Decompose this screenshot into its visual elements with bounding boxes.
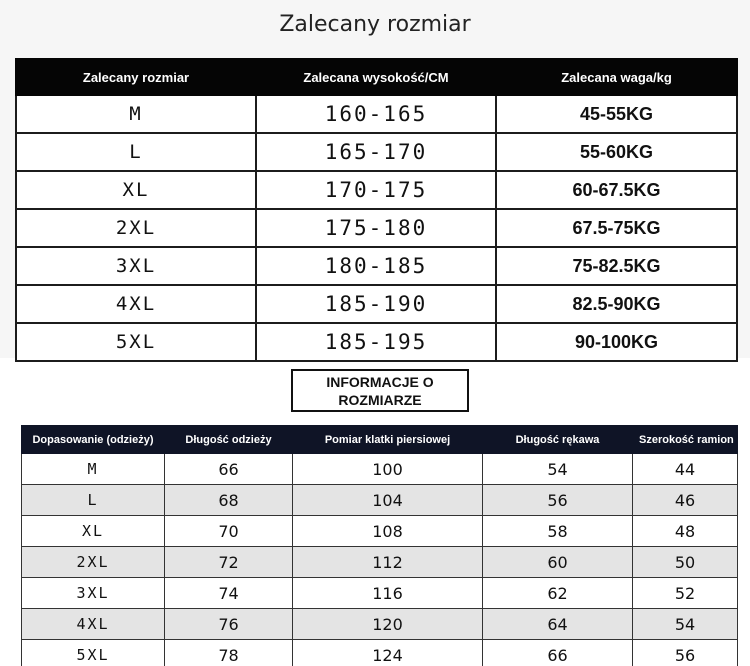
size-cell: 2XL	[22, 547, 165, 578]
size-info-label	[291, 369, 469, 412]
chest-cell: 112	[293, 547, 483, 578]
size-info-line2: ROZMIARZE	[338, 392, 422, 408]
size-info-line1: INFORMACJE O	[326, 374, 434, 390]
height-cell: 175-180	[256, 209, 496, 247]
length-cell: 72	[165, 547, 293, 578]
sleeve-cell: 54	[483, 454, 633, 485]
header-chest: Pomiar klatki piersiowej	[293, 426, 483, 454]
chest-cell: 120	[293, 609, 483, 640]
size-cell: 2XL	[16, 209, 256, 247]
table-row	[22, 640, 738, 666]
size-cell: 4XL	[16, 285, 256, 323]
size-cell: 5XL	[16, 323, 256, 361]
table-row	[22, 516, 738, 547]
size-cell: XL	[16, 171, 256, 209]
length-cell: 78	[165, 640, 293, 666]
table-header-row	[22, 426, 738, 454]
weight-cell: 90-100KG	[496, 323, 737, 361]
recommended-size-table	[15, 58, 738, 362]
shoulder-cell: 44	[633, 454, 738, 485]
weight-cell: 60-67.5KG	[496, 171, 737, 209]
size-cell: XL	[22, 516, 165, 547]
table-header-row	[16, 59, 737, 95]
table-row	[16, 323, 737, 361]
height-cell: 170-175	[256, 171, 496, 209]
table-row	[16, 247, 737, 285]
chest-cell: 100	[293, 454, 483, 485]
weight-cell: 82.5-90KG	[496, 285, 737, 323]
shoulder-cell: 56	[633, 640, 738, 666]
weight-cell: 75-82.5KG	[496, 247, 737, 285]
size-cell: 4XL	[22, 609, 165, 640]
length-cell: 74	[165, 578, 293, 609]
header-size: Zalecany rozmiar	[16, 59, 256, 95]
height-cell: 160-165	[256, 95, 496, 133]
header-sleeve-length: Długość rękawa	[483, 426, 633, 454]
size-cell: L	[22, 485, 165, 516]
header-weight: Zalecana waga/kg	[496, 59, 737, 95]
header-shoulder-width: Szerokość ramion	[633, 426, 738, 454]
size-cell: M	[22, 454, 165, 485]
sleeve-cell: 56	[483, 485, 633, 516]
sleeve-cell: 60	[483, 547, 633, 578]
weight-cell: 45-55KG	[496, 95, 737, 133]
size-cell: L	[16, 133, 256, 171]
shoulder-cell: 50	[633, 547, 738, 578]
height-cell: 165-170	[256, 133, 496, 171]
sleeve-cell: 64	[483, 609, 633, 640]
sleeve-cell: 58	[483, 516, 633, 547]
sleeve-cell: 66	[483, 640, 633, 666]
header-garment-length: Długość odzieży	[165, 426, 293, 454]
weight-cell: 55-60KG	[496, 133, 737, 171]
shoulder-cell: 48	[633, 516, 738, 547]
shoulder-cell: 52	[633, 578, 738, 609]
size-cell: M	[16, 95, 256, 133]
length-cell: 70	[165, 516, 293, 547]
table-row	[16, 133, 737, 171]
table-row	[22, 485, 738, 516]
chest-cell: 108	[293, 516, 483, 547]
size-cell: 3XL	[16, 247, 256, 285]
chest-cell: 124	[293, 640, 483, 666]
table-row	[16, 209, 737, 247]
table-row	[16, 95, 737, 133]
table-row	[22, 578, 738, 609]
chest-cell: 116	[293, 578, 483, 609]
height-cell: 180-185	[256, 247, 496, 285]
chest-cell: 104	[293, 485, 483, 516]
sleeve-cell: 62	[483, 578, 633, 609]
shoulder-cell: 46	[633, 485, 738, 516]
header-fit: Dopasowanie (odzieży)	[22, 426, 165, 454]
size-cell: 3XL	[22, 578, 165, 609]
table-row	[16, 171, 737, 209]
page-title: Zalecany rozmiar	[279, 12, 471, 37]
length-cell: 68	[165, 485, 293, 516]
height-cell: 185-195	[256, 323, 496, 361]
weight-cell: 67.5-75KG	[496, 209, 737, 247]
size-cell: 5XL	[22, 640, 165, 666]
height-cell: 185-190	[256, 285, 496, 323]
table-row	[22, 609, 738, 640]
length-cell: 66	[165, 454, 293, 485]
shoulder-cell: 54	[633, 609, 738, 640]
table-row	[16, 285, 737, 323]
garment-measurement-table	[21, 425, 738, 666]
header-height: Zalecana wysokość/CM	[256, 59, 496, 95]
length-cell: 76	[165, 609, 293, 640]
table-row	[22, 454, 738, 485]
table-row	[22, 547, 738, 578]
